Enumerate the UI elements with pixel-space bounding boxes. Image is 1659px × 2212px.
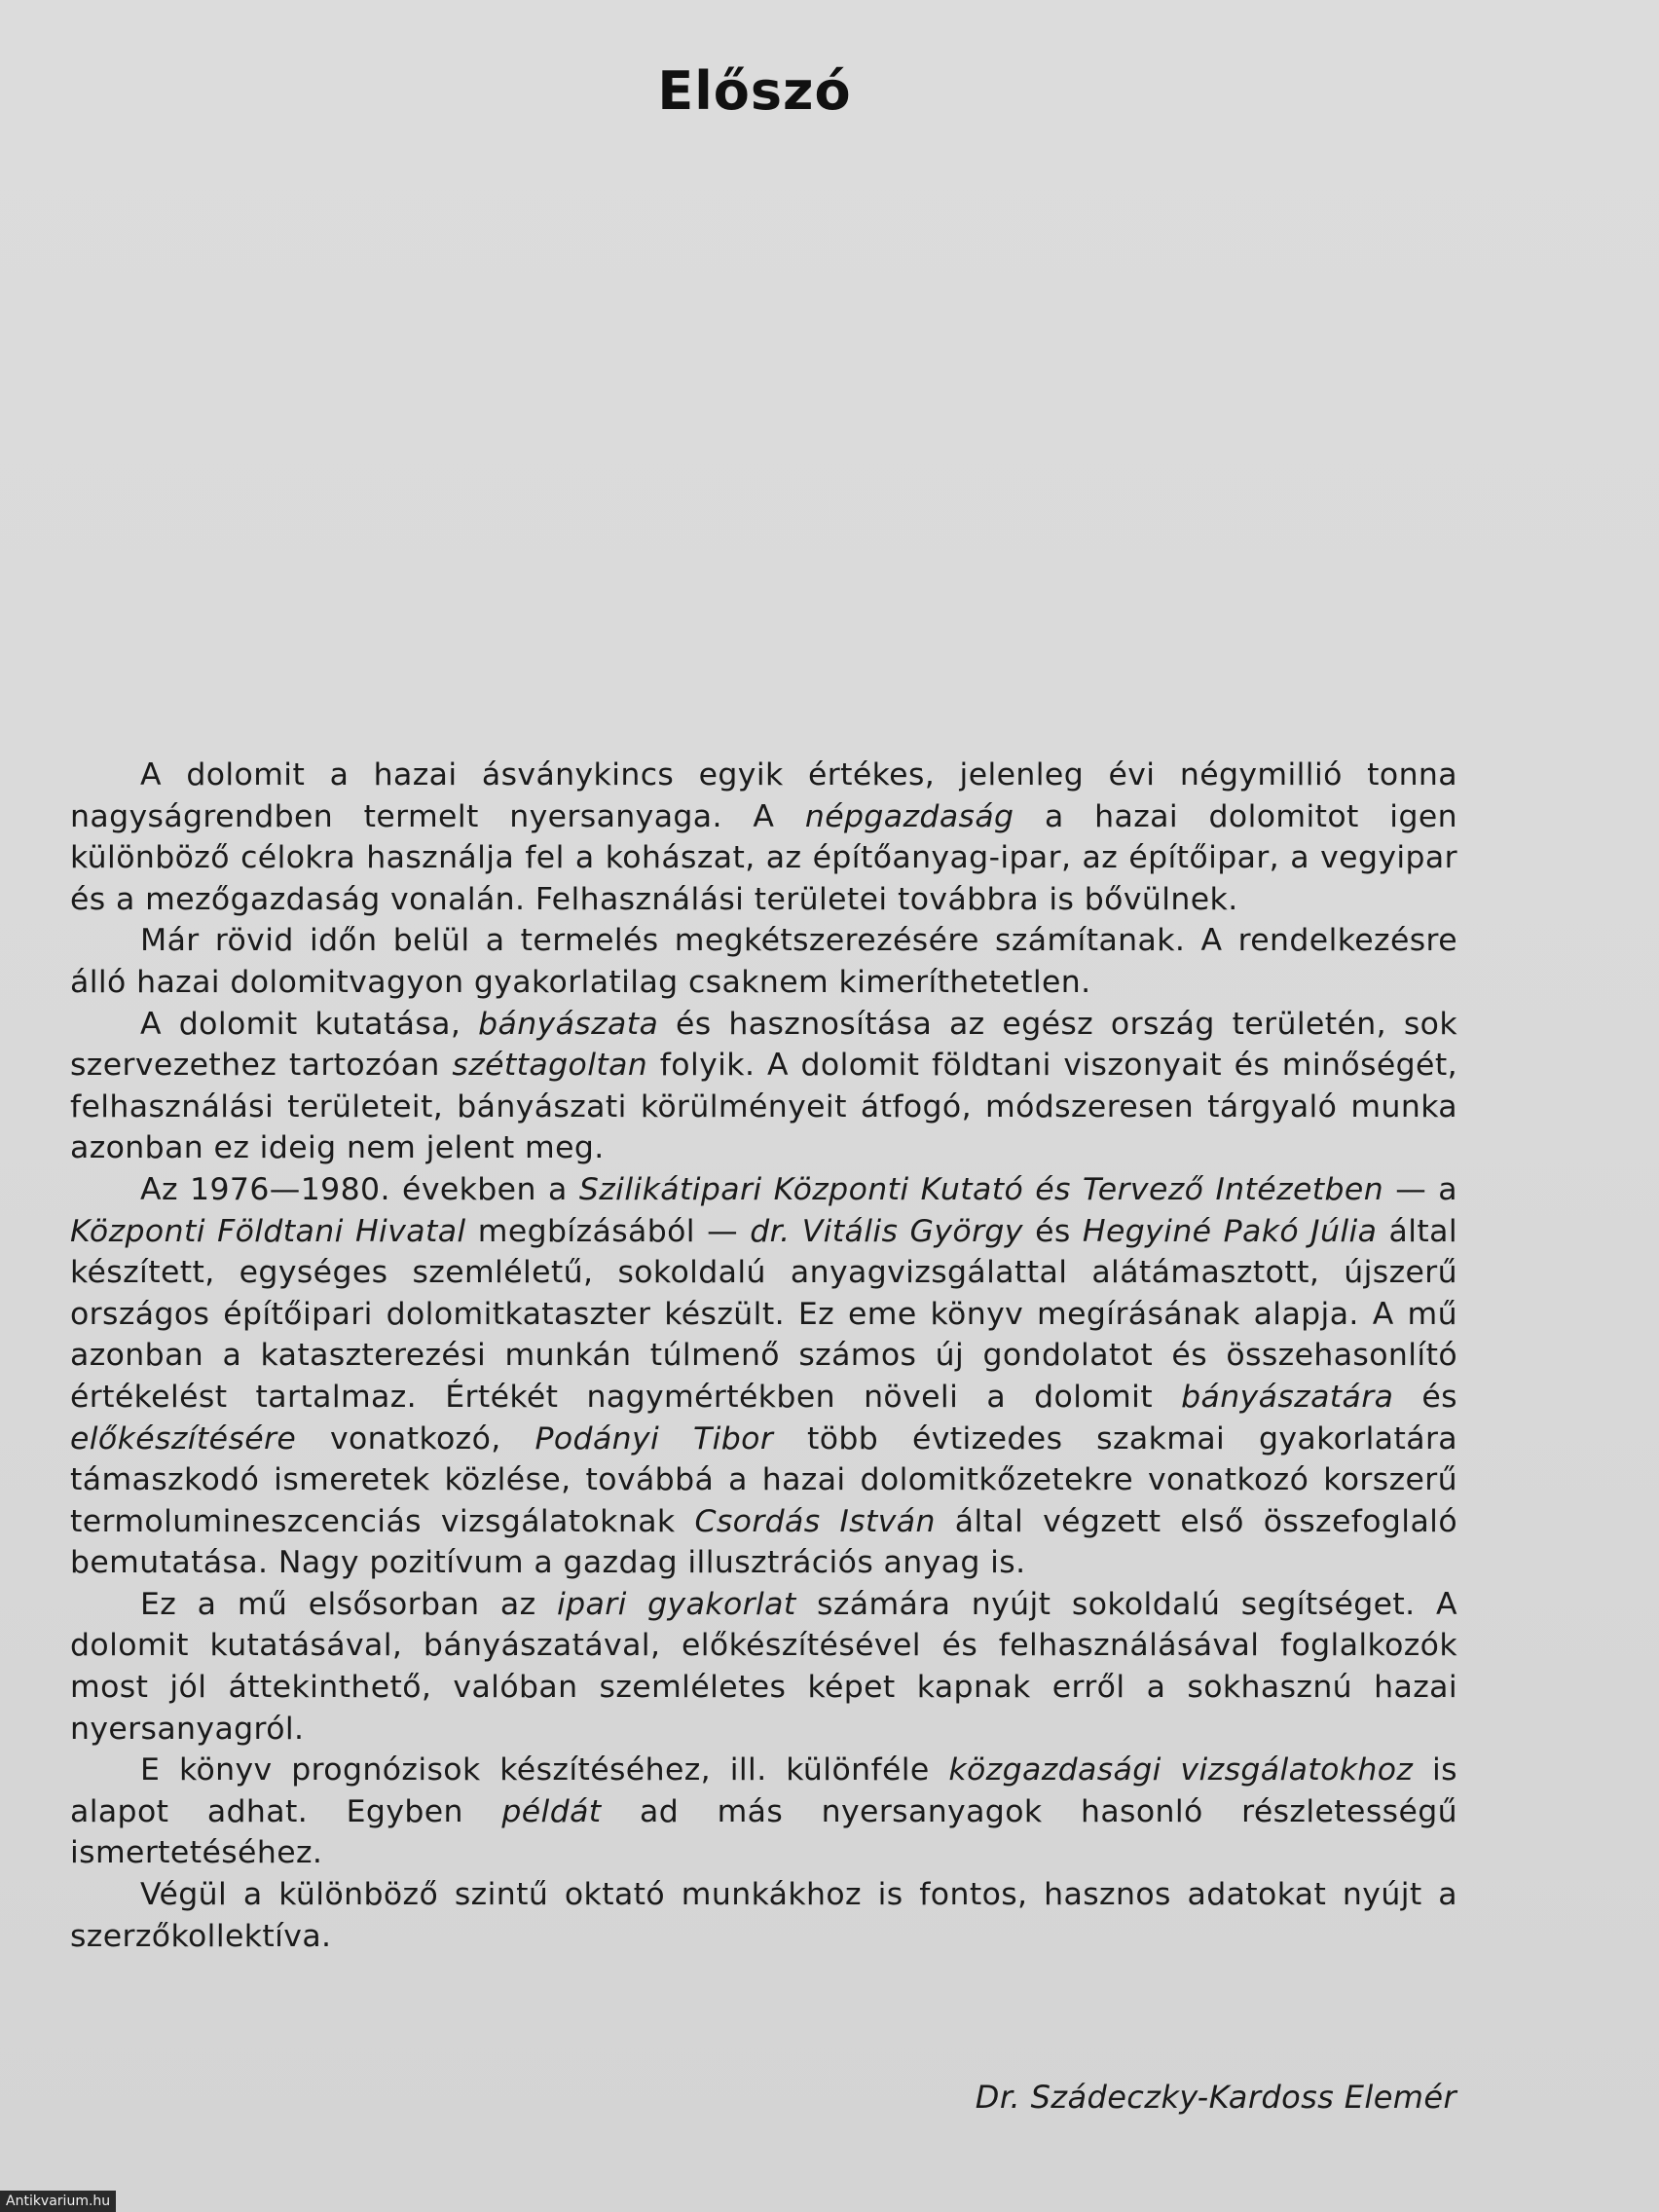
emphasized-text: bányászatára xyxy=(1181,1379,1394,1415)
paragraph xyxy=(70,1750,1457,1874)
emphasized-text: közgazdasági vizsgálatokhoz xyxy=(948,1752,1414,1788)
text-run: által végzett első összefoglaló bemutatása. Nagy pozitívum a gazdag illusztrációs anyag is. xyxy=(70,1503,1457,1581)
paragraph xyxy=(70,920,1457,1003)
emphasized-text: Podányi Tibor xyxy=(535,1420,774,1456)
text-run: E könyv prognózisok készítéséhez, ill. különféle xyxy=(140,1752,949,1788)
watermark-label: Antikvarium.hu xyxy=(0,2191,116,2212)
emphasized-text: Szilikátipari Központi Kutató és Tervező Intézetben xyxy=(578,1171,1384,1207)
text-run: több évtizedes szakmai gyakorlatára támaszkodó ismeretek közlése, továbbá a hazai dolomitkőzetekre vonatkozó korszerű termolumineszcenciás vizsgálatoknak xyxy=(70,1420,1457,1539)
paragraph xyxy=(70,1169,1457,1584)
text-run: Ez a mű elsősorban az xyxy=(140,1586,557,1622)
text-run: megbízásából — xyxy=(465,1213,751,1249)
emphasized-text: ipari gyakorlat xyxy=(556,1586,796,1622)
emphasized-text: Csordás István xyxy=(694,1503,936,1539)
text-run: A dolomit kutatása, xyxy=(140,1006,479,1042)
text-run: és hasznosítása az egész ország területén, sok szervezethez tartozóan xyxy=(70,1006,1457,1084)
paragraph xyxy=(70,1004,1457,1169)
emphasized-text: népgazdaság xyxy=(804,798,1014,834)
author-signature: Dr. Szádeczky-Kardoss Elemér xyxy=(975,2079,1456,2116)
page-title: Előszó xyxy=(657,60,852,122)
emphasized-text: dr. Vitális György xyxy=(750,1213,1023,1249)
text-run: és xyxy=(1393,1379,1457,1415)
emphasized-text: széttagoltan xyxy=(452,1048,648,1084)
paragraph xyxy=(70,755,1457,920)
text-run: — a xyxy=(1383,1171,1457,1207)
text-run: számára nyújt sokoldalú segítséget. A dolomit kutatásával, bányászatával, előkészítésével és felhasználásával foglalkozók most jól áttekinthető, valóban szemléletes képet kapnak erről a sokhasznú hazai nyersanyagról. xyxy=(70,1586,1457,1747)
text-run: Az 1976—1980. években a xyxy=(140,1171,579,1207)
emphasized-text: példát xyxy=(501,1793,602,1829)
text-run: Már rövid időn belül a termelés megkétszerezésére számítanak. A rendelkezésre álló hazai dolomitvagyon gyakorlatilag csaknem kimeríthetetlen. xyxy=(70,923,1457,1000)
text-run: folyik. A dolomit földtani viszonyait és minőségét, felhasználási területeit, bányászati körülményeit átfogó, módszeresen tárgyaló munka azonban ez ideig nem jelent meg. xyxy=(70,1048,1457,1166)
emphasized-text: bányászata xyxy=(478,1006,659,1042)
emphasized-text: előkészítésére xyxy=(70,1420,297,1456)
text-run: A dolomit a hazai ásványkincs egyik értékes, jelenleg évi négymillió tonna nagyságrendben termelt nyersanyaga. A xyxy=(70,757,1457,834)
paragraph xyxy=(70,1874,1457,1957)
paragraph xyxy=(70,1584,1457,1750)
text-run: által készített, egységes szemléletű, sokoldalú anyagvizsgálattal alátámasztott, újszerű országos építőipari dolomitkataszter készült. Ez eme könyv megírásának alapja. A mű azonban a kataszterezési munkán túlmenő számos új gondolatot és összehasonlító értékelést tartalmaz. Értékét nagymértékben növeli a dolomit xyxy=(70,1213,1457,1415)
text-run: Végül a különböző szintű oktató munkákhoz is fontos, hasznos adatokat nyújt a szerzőkollektíva. xyxy=(70,1877,1457,1954)
text-run: és xyxy=(1022,1213,1083,1249)
text-run: a hazai dolomitot igen különböző célokra használja fel a kohászat, az építőanyag-ipar, az építőipar, a vegyipar és a mezőgazdaság vonalán. Felhasználási területei továbbra is bővülnek. xyxy=(70,798,1457,917)
emphasized-text: Hegyiné Pakó Júlia xyxy=(1082,1213,1378,1249)
foreword-body xyxy=(70,755,1457,1957)
emphasized-text: Központi Földtani Hivatal xyxy=(70,1213,466,1249)
text-run: vonatkozó, xyxy=(296,1420,535,1456)
text-run: is alapot adhat. Egyben xyxy=(70,1752,1457,1829)
text-run: ad más nyersanyagok hasonló részletességű ismertetéséhez. xyxy=(70,1793,1457,1871)
